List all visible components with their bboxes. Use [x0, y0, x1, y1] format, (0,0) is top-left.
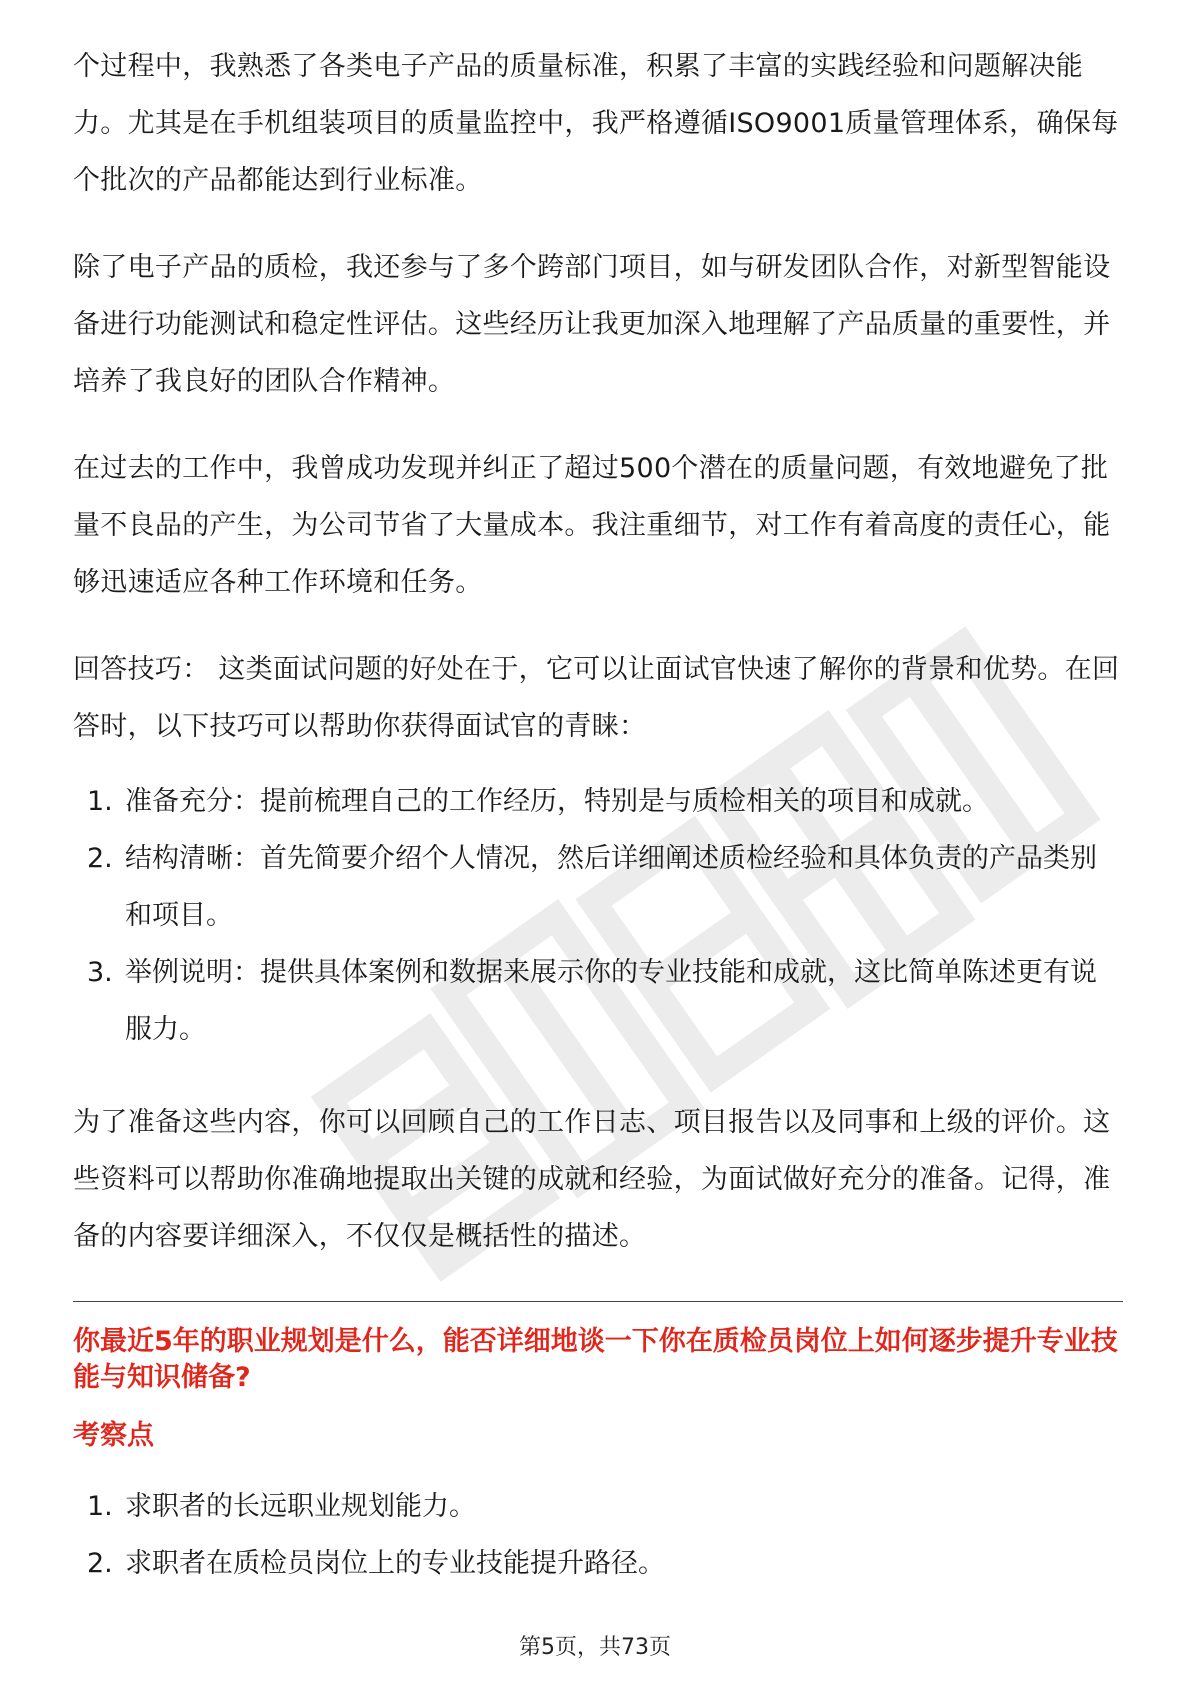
question-title: 你最近5年的职业规划是什么，能否详细地谈一下你在质检员岗位上如何逐步提升专业技能与知识储备? [73, 1326, 1118, 1393]
points-list [73, 1478, 1123, 1592]
list-text: 结构清晰：首先简要介绍个人情况，然后详细阐述质检经验和具体负责的产品类别和项目。 [125, 843, 1097, 931]
list-text: 准备充分：提前梳理自己的工作经历，特别是与质检相关的项目和成就。 [125, 786, 989, 817]
list-item [73, 1535, 1123, 1592]
document-body [73, 38, 1123, 1592]
tips-list [73, 773, 1123, 1058]
list-item [73, 773, 1123, 830]
list-item [73, 944, 1123, 1058]
list-number: 2. [87, 1548, 113, 1579]
list-text: 求职者在质检员岗位上的专业技能提升路径。 [125, 1548, 665, 1579]
list-number: 1. [87, 786, 113, 817]
list-text: 举例说明：提供具体案例和数据来展示你的专业技能和成就，这比简单陈述更有说服力。 [125, 957, 1097, 1045]
section-divider [73, 1301, 1123, 1302]
paragraph-answer-tips: 回答技巧： 这类面试问题的好处在于，它可以让面试官快速了解你的背景和优势。在回答时，以下技巧可以帮助你获得面试官的青睐： [73, 654, 1120, 742]
paragraph-closing: 为了准备这些内容，你可以回顾自己的工作日志、项目报告以及同事和上级的评价。这些资料可以帮助你准确地提取出关键的成就和经验，为面试做好充分的准备。记得，准备的内容要详细深入，不仅仅是概括性的描述。 [73, 1107, 1111, 1252]
list-text: 求职者的长远职业规划能力。 [125, 1491, 476, 1522]
paragraph-achievements: 在过去的工作中，我曾成功发现并纠正了超过500个潜在的质量问题，有效地避免了批量不良品的产生，为公司节省了大量成本。我注重细节，对工作有着高度的责任心，能够迅速适应各种工作环境和任务。 [73, 453, 1111, 598]
paragraph-experience: 个过程中，我熟悉了各类电子产品的质量标准，积累了丰富的实践经验和问题解决能力。尤其是在手机组装项目的质量监控中，我严格遵循ISO9001质量管理体系，确保每个批次的产品都能达到行业标准。 [73, 51, 1119, 196]
list-number: 1. [87, 1491, 113, 1522]
list-item [73, 1478, 1123, 1535]
list-number: 3. [87, 957, 113, 988]
list-item [73, 830, 1123, 944]
list-number: 2. [87, 843, 113, 874]
paragraph-cross-department: 除了电子产品的质检，我还参与了多个跨部门项目，如与研发团队合作，对新型智能设备进行功能测试和稳定性评估。这些经历让我更加深入地理解了产品质量的重要性，并培养了我良好的团队合作精神。 [73, 252, 1111, 397]
section-label: 考察点 [73, 1420, 154, 1451]
page-footer: 第5页，共73页 [519, 1635, 671, 1660]
